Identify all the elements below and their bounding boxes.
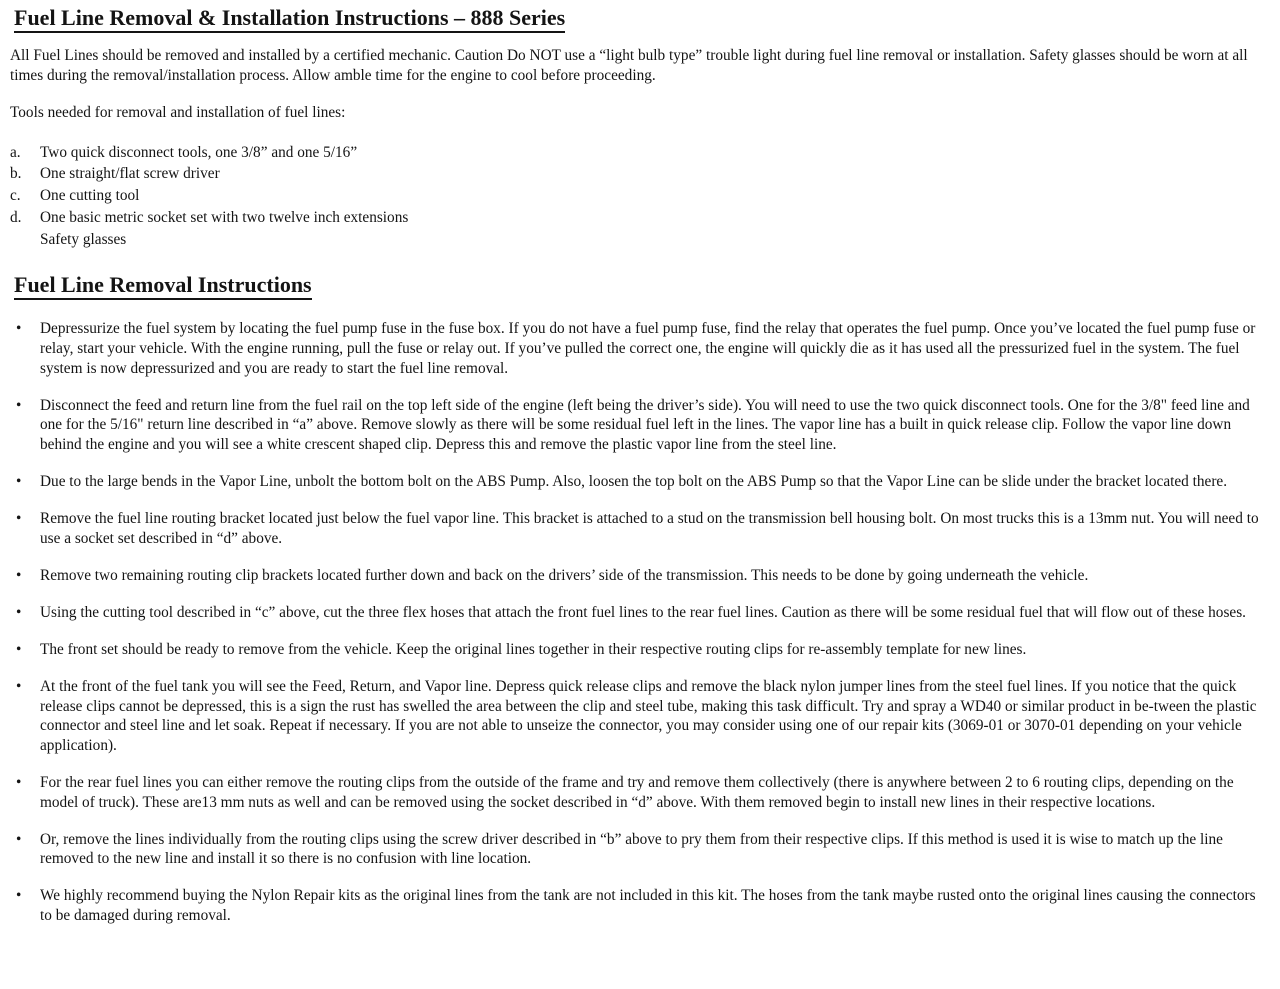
tool-text: Two quick disconnect tools, one 3/8” and one 5/16” <box>40 143 358 161</box>
step-item <box>10 472 1266 492</box>
bullet-icon <box>10 677 40 755</box>
tool-letter: c. <box>10 187 21 205</box>
bullet-icon <box>10 886 40 925</box>
step-item <box>10 603 1266 623</box>
step-text: The front set should be ready to remove from the vehicle. Keep the original lines together in their respective routing clips for re-assembly template for new lines. <box>40 641 1027 659</box>
step-text: Remove the fuel line routing bracket located just below the fuel vapor line. This bracket is attached to a stud on the transmission bell housing bolt. On most trucks this is a 13mm nut. You will need to use a socket set described in “d” above. <box>40 510 1259 547</box>
tool-item-d <box>10 207 1266 251</box>
section-heading-removal <box>14 271 1266 298</box>
step-item <box>10 396 1266 455</box>
tools-heading: Tools needed for removal and installation of fuel lines: <box>10 104 346 121</box>
page-title <box>14 4 1266 31</box>
tool-letter: a. <box>10 143 21 161</box>
tool-letter: d. <box>10 208 22 226</box>
step-text: Using the cutting tool described in “c” above, cut the three flex hoses that attach the front fuel lines to the rear fuel lines. Caution as there will be some residual fuel that will flow out of these hoses. <box>40 603 1246 621</box>
tool-item-a <box>10 142 1266 164</box>
step-text: Due to the large bends in the Vapor Line, unbolt the bottom bolt on the ABS Pump. Also, loosen the top bolt on the ABS Pump so that the Vapor Line can be slide under the bracket located there. <box>40 473 1228 491</box>
bullet-icon <box>10 472 40 492</box>
step-item <box>10 566 1266 586</box>
tool-text-main: One basic metric socket set with two twelve inch extensions <box>40 208 409 226</box>
step-item <box>10 640 1266 660</box>
step-item <box>10 677 1266 755</box>
bullet-icon <box>10 566 40 586</box>
tool-text: One straight/flat screw driver <box>40 165 220 183</box>
step-item <box>10 830 1266 869</box>
step-item <box>10 509 1266 548</box>
section-heading-text: Fuel Line Removal Instructions <box>14 272 312 300</box>
bullet-icon <box>10 773 40 812</box>
step-item <box>10 319 1266 378</box>
step-text: At the front of the fuel tank you will see the Feed, Return, and Vapor line. Depress quick release clips and remove the black nylon jumper lines from the steel fuel lines. If you notice that the quick release clips cannot be depressed, this is a sign the rust has swelled the area between the clip and steel tube, making this task difficult. Try and spray a WD40 or similar product in be-tween the plastic connector and steel line and let soak. Repeat if necessary. If you are not able to unseize the connector, you may consider using one of our repair kits (3069-01 or 3070-01 depending on your vehicle application). <box>40 678 1257 754</box>
tool-text <box>40 207 1266 251</box>
step-text: Disconnect the feed and return line from the fuel rail on the top left side of the engine (left being the driver’s side). You will need to use the two quick disconnect tools. One for the 3/8" feed line and one for the 5/16" return line described in “a” above. Remove slowly as there will be some residual fuel left in the lines. The vapor line has a built in quick release clip. Follow the vapor line down behind the engine and you will see a white crescent shaped clip. Depress this and remove the plastic vapor line from the steel line. <box>40 396 1250 453</box>
step-item <box>10 773 1266 812</box>
tool-text-extra: Safety glasses <box>40 230 127 248</box>
intro-paragraph: All Fuel Lines should be removed and installed by a certified mechanic. Caution Do NOT use a “light bulb type” trouble light during fuel line removal or installation. Safety glasses should be worn at all times during the removal/installation process. Allow amble time for the engine to cool before proceeding. <box>10 47 1248 84</box>
tool-item-b <box>10 163 1266 185</box>
tools-list <box>10 142 1266 251</box>
step-text: Remove two remaining routing clip brackets located further down and back on the drivers’ side of the transmission. This needs to be done by going underneath the vehicle. <box>40 566 1089 584</box>
tool-text: One cutting tool <box>40 187 140 205</box>
bullet-icon <box>10 509 40 548</box>
bullet-icon <box>10 830 40 869</box>
page-title-text: Fuel Line Removal & Installation Instructions – 888 Series <box>14 5 565 33</box>
step-text: We highly recommend buying the Nylon Repair kits as the original lines from the tank are not included in this kit. The hoses from the tank maybe rusted onto the original lines causing the connectors to be damaged during removal. <box>40 887 1256 924</box>
step-text: Or, remove the lines individually from the routing clips using the screw driver described in “b” above to pry them from their respective clips. If this method is used it is wise to match up the line removed to the new line and install it so there is no confusion with line location. <box>40 830 1223 868</box>
bullet-icon <box>10 396 40 455</box>
tool-letter: b. <box>10 165 22 183</box>
bullet-icon <box>10 319 40 378</box>
bullet-icon <box>10 640 40 660</box>
step-item <box>10 886 1266 925</box>
bullet-icon <box>10 603 40 623</box>
step-text: For the rear fuel lines you can either remove the routing clips from the outside of the frame and try and remove them collectively (there is anywhere between 2 to 6 routing clips, depending on the model of truck). These are13 mm nuts as well and can be removed using the socket described in “d” above. With them removed begin to install new lines in their respective locations. <box>40 773 1234 811</box>
removal-steps-list <box>10 319 1266 925</box>
tool-item-c <box>10 185 1266 207</box>
step-text: Depressurize the fuel system by locating the fuel pump fuse in the fuse box. If you do not have a fuel pump fuse, find the relay that operates the fuel pump. Once you’ve located the fuel pump fuse or relay, start your vehicle. With the engine running, pull the fuse or relay out. If you’ve pulled the correct one, the engine will quickly die as it has used all the pressurized fuel in the system. The fuel system is now depressurized and you are ready to start the fuel line removal. <box>40 320 1256 377</box>
